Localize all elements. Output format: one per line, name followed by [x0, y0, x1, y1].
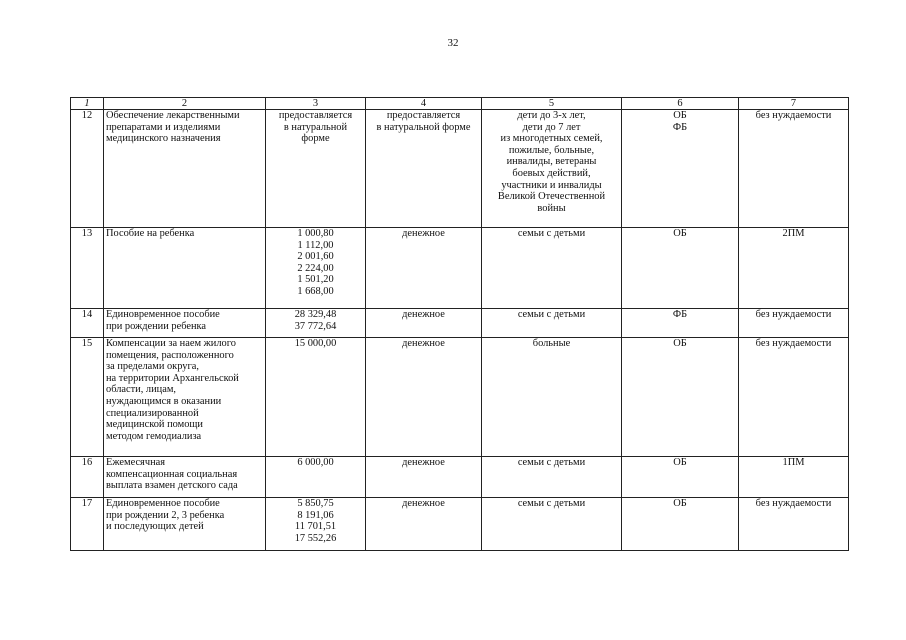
- column-number-2: 2: [104, 98, 266, 110]
- benefit-budget: ОБ: [622, 498, 739, 551]
- benefit-form: предоставляется в натуральной форме: [366, 110, 482, 228]
- benefit-budget: ОБ: [622, 338, 739, 457]
- row-number: 13: [71, 228, 104, 309]
- row-number: 17: [71, 498, 104, 551]
- row-number: 16: [71, 457, 104, 498]
- benefit-name: Ежемесячная компенсационная социальная выплата взамен детского сада: [104, 457, 266, 498]
- table-row: [71, 228, 849, 309]
- row-number: 14: [71, 309, 104, 338]
- benefit-name: Единовременное пособие при рождении 2, 3 ребенка и последующих детей: [104, 498, 266, 551]
- benefit-recipients: семьи с детьми: [482, 498, 622, 551]
- column-number-1: 1: [71, 98, 104, 110]
- column-number-4: 4: [366, 98, 482, 110]
- benefit-need: без нуждаемости: [739, 309, 849, 338]
- benefit-form: денежное: [366, 498, 482, 551]
- benefit-name: Обеспечение лекарственными препаратами и изделиями медицинского назначения: [104, 110, 266, 228]
- column-number-6: 6: [622, 98, 739, 110]
- benefit-amount: 5 850,75 8 191,06 11 701,51 17 552,26: [266, 498, 366, 551]
- benefit-form: денежное: [366, 228, 482, 309]
- page-number: 32: [447, 37, 459, 49]
- benefit-amount: 6 000,00: [266, 457, 366, 498]
- benefit-need: без нуждаемости: [739, 498, 849, 551]
- benefit-budget: ФБ: [622, 309, 739, 338]
- benefit-need: 2ПМ: [739, 228, 849, 309]
- benefit-form: денежное: [366, 457, 482, 498]
- table-row: [71, 338, 849, 457]
- row-number: 15: [71, 338, 104, 457]
- benefit-need: без нуждаемости: [739, 110, 849, 228]
- benefit-need: 1ПМ: [739, 457, 849, 498]
- benefit-amount: 15 000,00: [266, 338, 366, 457]
- benefit-budget: ОБ: [622, 228, 739, 309]
- benefit-name: Компенсации за наем жилого помещения, расположенного за пределами округа, на территории Архангельской области, лицам, нуждающимся в оказании специализированной медицинской помощи методом гемодиализа: [104, 338, 266, 457]
- benefit-recipients: семьи с детьми: [482, 309, 622, 338]
- benefit-name: Пособие на ребенка: [104, 228, 266, 309]
- benefit-amount: 28 329,48 37 772,64: [266, 309, 366, 338]
- benefit-amount: 1 000,80 1 112,00 2 001,60 2 224,00 1 501,20 1 668,00: [266, 228, 366, 309]
- benefit-name: Единовременное пособие при рождении ребенка: [104, 309, 266, 338]
- column-number-row: [71, 98, 849, 110]
- benefits-table: [70, 97, 849, 551]
- table-row: [71, 110, 849, 228]
- column-number-7: 7: [739, 98, 849, 110]
- benefit-form: денежное: [366, 338, 482, 457]
- benefit-recipients: семьи с детьми: [482, 228, 622, 309]
- benefit-form: денежное: [366, 309, 482, 338]
- benefit-amount: предоставляется в натуральной форме: [266, 110, 366, 228]
- benefit-need: без нуждаемости: [739, 338, 849, 457]
- table-row: [71, 457, 849, 498]
- column-number-5: 5: [482, 98, 622, 110]
- benefit-budget: ОБ ФБ: [622, 110, 739, 228]
- row-number: 12: [71, 110, 104, 228]
- benefit-budget: ОБ: [622, 457, 739, 498]
- benefit-recipients: дети до 3-х лет, дети до 7 лет из многодетных семей, пожилые, больные, инвалиды, ветераны боевых действий, участники и инвалиды Великой Отечественной войны: [482, 110, 622, 228]
- benefit-recipients: больные: [482, 338, 622, 457]
- benefit-recipients: семьи с детьми: [482, 457, 622, 498]
- table-row: [71, 309, 849, 338]
- column-number-3: 3: [266, 98, 366, 110]
- table-row: [71, 498, 849, 551]
